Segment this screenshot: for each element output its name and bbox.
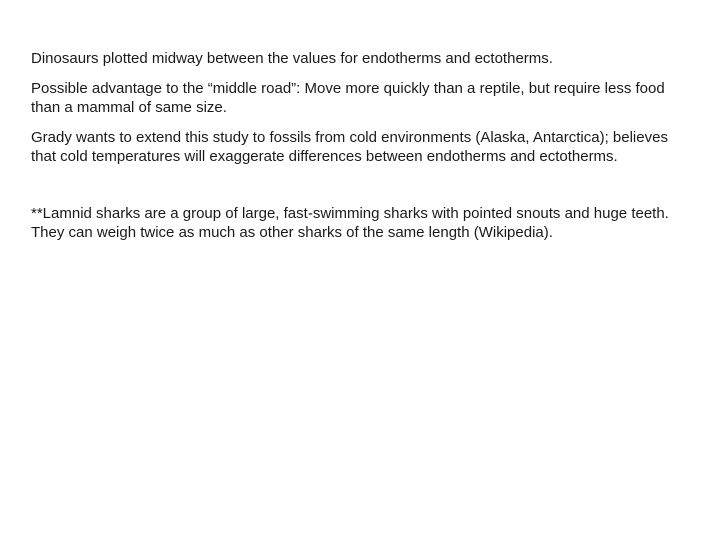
notes-paragraph-lamnid-sharks: **Lamnid sharks are a group of large, fast-swimming sharks with pointed snouts and huge teeth. They can weigh twice as much as other sharks of the same length (Wikipedia). (31, 205, 669, 241)
notes-paragraph-dinosaurs: Dinosaurs plotted midway between the values for endotherms and ectotherms. (31, 50, 553, 67)
notes-text-block (31, 49, 691, 242)
notes-paragraph-middle-road: Possible advantage to the “middle road”: Move more quickly than a reptile, but require less food than a mammal of same size. (31, 80, 665, 116)
paragraph-spacer (31, 166, 691, 204)
notes-paragraph-grady: Grady wants to extend this study to fossils from cold environments (Alaska, Antarctica); believes that cold temperatures will exaggerate differences between endotherms and ectotherms. (31, 129, 668, 165)
